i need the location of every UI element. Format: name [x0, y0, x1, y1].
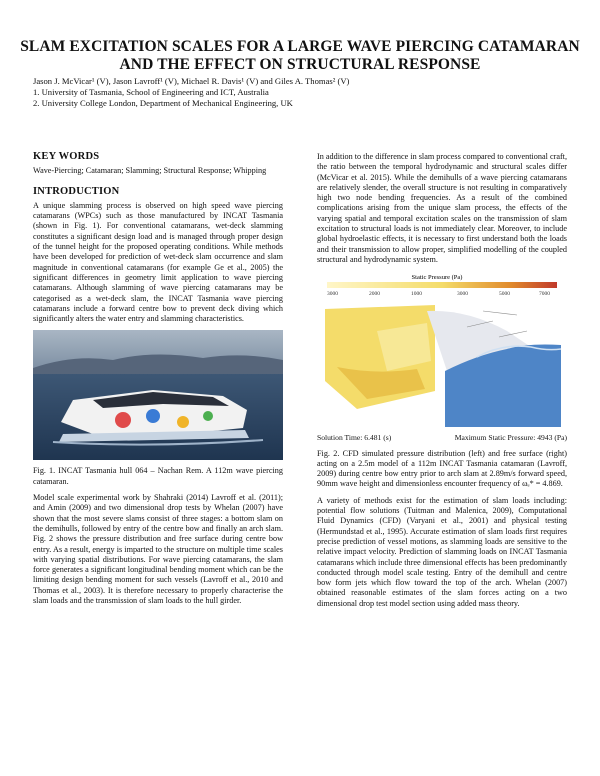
affiliation-1: 1. University of Tasmania, School of Engineering and ICT, Australia: [33, 87, 269, 97]
intro-paragraph-1: A unique slamming process is observed on high speed wave piercing catamarans (WPCs) such as those manufactured by INCAT Tasmania (shown in Fig. 1). For conventional catamarans, wet-deck slamming constitutes a significant design load and is managed through proper design of the tunnel height for the proposed operating conditions. While methods have been developed for prediction of wet-deck slam occurrence and slam magnitude in conventional catamarans (for example Ge et al., 2005) the significant differences in geometry limit application to wave piercing catamarans. Although slamming of wave piercing catamarans may be categorised as a wet-deck slam, the INCAT Tasmania wave piercing catamarans include a forward centre bow to prevent deck diving which significantly alters the water entry and slamming characteristics.: [33, 200, 283, 324]
fig2-max-pressure: Maximum Static Pressure: 4943 (Pa): [454, 433, 567, 443]
fig1-caption: Fig. 1. INCAT Tasmania hull 064 – Nachan Rem. A 112m wave piercing catamaran.: [33, 466, 283, 486]
author-list: Jason J. McVicar¹ (V), Jason Lavroff¹ (V), Michael R. Davis¹ (V) and Giles A. Thomas² (V): [33, 76, 350, 86]
fig2-tick: 5000: [499, 291, 510, 298]
fig2-tick: 2000: [369, 291, 380, 298]
fig2-tick: 7000: [539, 291, 550, 298]
right-paragraph-2: A variety of methods exist for the estimation of slam loads including: potential flow solutions (Tuitman and Malenica, 2009), Computational Fluid Dynamics (CFD) (Varyani et al., 2001) and physical testing (Hermundstad et al., 1995). Accurate estimation of slam loads first requires precise prediction of vessel motions, as slamming loads are sensitive to the relative impact velocity. Prediction of slamming loads on INCAT Tasmania catamarans which include three dimensional effects has been predominantly conducted through model scale testing. Entry of the demihull and centre bow form jets which flow toward the top of the arch. Whelan (2007) obtained reasonable estimates of the slam forces acting on a two dimensional drop test model section using added mass theory.: [317, 495, 567, 608]
fig2-footer: [317, 433, 567, 443]
fig2-tick: 3000: [457, 291, 468, 298]
left-paragraph-2: Model scale experimental work by Shahraki (2014) Lavroff et al. (2011); and Amin (2009) and two dimensional drop tests by Whelan (2007) have shown that the most severe slams consist of three stages: a bottom slam on the demihulls, followed by entry of the centre bow and finally an arch slam. Fig. 2 shows the pressure distribution and free surface during centre bow entry. As a result, energy is imparted to the structure on multiple time scales with varying spatial distributions. For wave piercing catamarans, the slam force generates a significant longitudinal bending moment which can be the limiting design bending moment for such vessels (Lavroff et al., 2010 and Thomas et al., 2003). It is therefore necessary to properly characterise the slam loads and the transmission of slam loads to the hull girder.: [33, 493, 283, 606]
right-column: [317, 152, 567, 615]
author-block: [33, 76, 573, 109]
cfd-pressure-graphic: [317, 271, 567, 431]
keywords-text: Wave-Piercing; Catamaran; Slamming; Structural Response; Whipping: [33, 166, 267, 176]
fig2-legend-title: Static Pressure (Pa): [411, 274, 463, 282]
keywords-heading: KEY WORDS: [33, 151, 100, 162]
fig2-tick: 1000: [411, 291, 422, 298]
fig2-caption: Fig. 2. CFD simulated pressure distribution (left) and free surface (right) acting on a 2.5m model of a 112m INCAT Tasmania catamaran (Lavroff, 2009) during centre bow entry prior to arch slam at 2.89m/s forward speed, 90mm wave height and dimensionless encounter frequency of ωₑ* = 4.869.: [317, 448, 567, 489]
fig2-tick: 3000: [327, 291, 338, 298]
introduction-heading: INTRODUCTION: [33, 185, 120, 197]
left-column: [33, 152, 283, 612]
paper-title: SLAM EXCITATION SCALES FOR A LARGE WAVE PIERCING CATAMARAN AND THE EFFECT ON STRUCTURAL RESPONSE: [20, 38, 580, 73]
fig1-ship-photo: [33, 330, 283, 460]
right-paragraph-1: In addition to the difference in slam process compared to conventional craft, the ratio between the temporal hydrodynamic and structural scales differ (McVicar et al. 2015). While the demihulls of a wave piercing catamarans are relatively slender, the overall structure is not resulting in comparatively high two node bending frequencies. As a result of the combined complications arising from the unique slam process, the effects of the varying spatial and temporal excitation scales on the transmission of slam excitation to structural loads is not immediately clear. Moreover, to include global hydroelastic effects, it is necessary to first understand both the loads and their transmission to allow proper, simplified modelling of the coupled structural and hydrodynamic system.: [317, 152, 567, 264]
fig2-cfd-figure: [317, 271, 567, 431]
fig2-solution-time: Solution Time: 6.481 (s): [317, 433, 392, 443]
affiliation-2: 2. University College London, Department of Mechanical Engineering, UK: [33, 98, 293, 108]
catamaran-photo-graphic: [33, 330, 283, 460]
